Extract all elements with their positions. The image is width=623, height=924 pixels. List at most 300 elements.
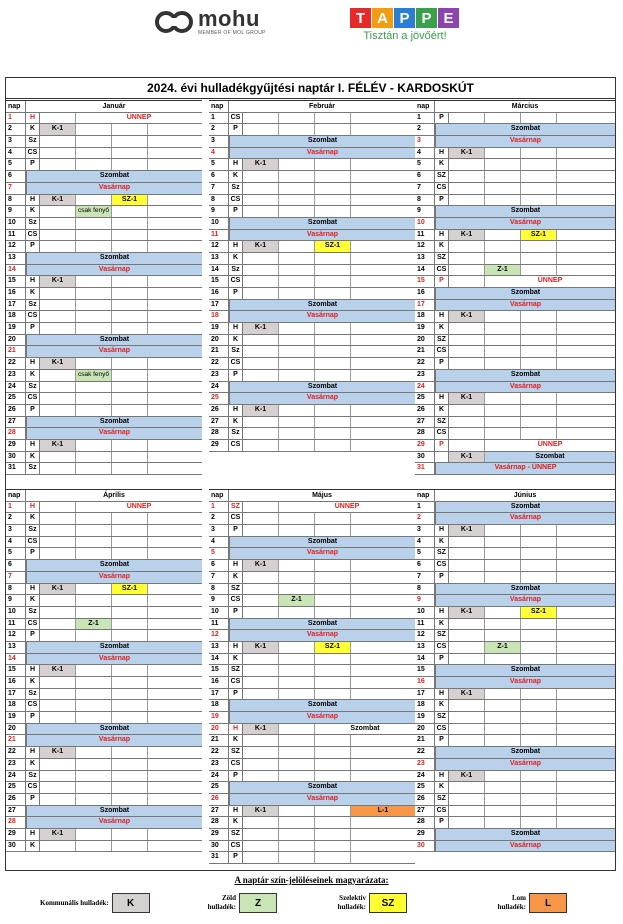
day-number: 3 bbox=[6, 525, 26, 536]
weekday: P bbox=[26, 630, 40, 641]
day-number: 9 bbox=[209, 206, 229, 217]
day-row bbox=[6, 311, 202, 323]
komm-cell: K-1 bbox=[449, 311, 485, 322]
day-row bbox=[209, 393, 415, 405]
empty-cell bbox=[351, 241, 415, 252]
empty-cell bbox=[315, 747, 351, 758]
weekday: H bbox=[435, 148, 449, 159]
day-cells bbox=[243, 642, 415, 653]
day-row bbox=[415, 382, 615, 394]
szelektiv-cell: SZ-1 bbox=[521, 607, 557, 618]
empty-cell bbox=[315, 124, 351, 135]
day-row bbox=[209, 382, 415, 394]
day-cells bbox=[243, 405, 415, 416]
empty-cell bbox=[76, 276, 112, 287]
day-cells bbox=[243, 747, 415, 758]
day-number: 9 bbox=[6, 595, 26, 606]
empty-cell bbox=[148, 218, 202, 229]
empty-cell bbox=[557, 689, 615, 700]
empty-cell bbox=[40, 619, 76, 630]
empty-cell bbox=[243, 513, 279, 524]
empty-cell bbox=[557, 712, 615, 723]
day-number: 8 bbox=[6, 195, 26, 206]
day-row bbox=[6, 148, 202, 160]
weekday: K bbox=[26, 370, 40, 381]
empty-cell bbox=[351, 595, 415, 606]
day-cells bbox=[449, 560, 615, 571]
empty-cell bbox=[485, 654, 521, 665]
weekday: H bbox=[26, 665, 40, 676]
weekday: K bbox=[229, 253, 243, 264]
day-cells bbox=[40, 630, 202, 641]
empty-cell bbox=[485, 183, 521, 194]
empty-cell bbox=[279, 253, 315, 264]
day-row bbox=[415, 572, 615, 584]
empty-cell bbox=[279, 323, 315, 334]
weekday: P bbox=[435, 358, 449, 369]
day-cells bbox=[449, 230, 615, 241]
day-number: 7 bbox=[415, 183, 435, 194]
day-number: 9 bbox=[415, 595, 435, 606]
empty-cell bbox=[279, 584, 315, 595]
day-cells bbox=[449, 113, 615, 124]
day-cells bbox=[40, 841, 202, 852]
day-cells bbox=[243, 735, 415, 746]
empty-cell bbox=[148, 607, 202, 618]
empty-cell bbox=[315, 572, 351, 583]
empty-cell bbox=[148, 393, 202, 404]
day-number: 20 bbox=[209, 335, 229, 346]
day-cells bbox=[40, 607, 202, 618]
empty-cell bbox=[243, 417, 279, 428]
day-cells bbox=[243, 689, 415, 700]
saturday-label: Szombat bbox=[26, 642, 202, 653]
day-number: 19 bbox=[6, 712, 26, 723]
empty-cell bbox=[279, 346, 315, 357]
empty-cell bbox=[351, 771, 415, 782]
day-number: 21 bbox=[6, 735, 26, 746]
empty-cell bbox=[521, 817, 557, 828]
day-row bbox=[209, 595, 415, 607]
empty-cell bbox=[315, 689, 351, 700]
empty-cell bbox=[521, 195, 557, 206]
empty-cell bbox=[557, 358, 615, 369]
day-number: 16 bbox=[209, 677, 229, 688]
empty-cell bbox=[557, 607, 615, 618]
empty-cell bbox=[279, 677, 315, 688]
day-row bbox=[6, 560, 202, 572]
day-cells bbox=[449, 619, 615, 630]
weekday: K bbox=[26, 841, 40, 852]
day-number: 2 bbox=[6, 513, 26, 524]
empty-cell bbox=[351, 265, 415, 276]
weekday: K bbox=[435, 782, 449, 793]
day-number: 16 bbox=[6, 288, 26, 299]
weekday: K bbox=[229, 171, 243, 182]
empty-cell bbox=[351, 607, 415, 618]
empty-cell bbox=[279, 665, 315, 676]
empty-cell bbox=[449, 724, 485, 735]
weekday: K bbox=[229, 572, 243, 583]
nap-header: nap bbox=[209, 101, 229, 112]
day-number: 26 bbox=[209, 405, 229, 416]
empty-cell bbox=[351, 417, 415, 428]
empty-cell bbox=[485, 159, 521, 170]
empty-cell bbox=[485, 806, 521, 817]
day-cells bbox=[243, 428, 415, 439]
weekday: P bbox=[26, 548, 40, 559]
day-number: 17 bbox=[209, 300, 229, 311]
empty-cell bbox=[279, 735, 315, 746]
day-row bbox=[209, 630, 415, 642]
day-row bbox=[415, 195, 615, 207]
empty-cell bbox=[557, 619, 615, 630]
empty-cell bbox=[112, 619, 148, 630]
day-number: 1 bbox=[209, 502, 229, 513]
empty-cell bbox=[148, 747, 202, 758]
empty-cell bbox=[148, 241, 202, 252]
day-number: 12 bbox=[209, 241, 229, 252]
day-number: 21 bbox=[415, 346, 435, 357]
empty-cell bbox=[40, 300, 76, 311]
saturday-label: Szombat bbox=[229, 619, 415, 630]
empty-cell bbox=[449, 560, 485, 571]
empty-cell bbox=[40, 525, 76, 536]
day-cells bbox=[243, 288, 415, 299]
empty-cell bbox=[557, 195, 615, 206]
empty-cell bbox=[76, 195, 112, 206]
weekday: H bbox=[435, 230, 449, 241]
empty-cell bbox=[351, 572, 415, 583]
empty-cell bbox=[243, 253, 279, 264]
empty-cell bbox=[485, 607, 521, 618]
day-cells bbox=[40, 513, 202, 524]
day-cells bbox=[40, 619, 202, 630]
empty-cell bbox=[557, 171, 615, 182]
sunday-label: Vasárnap bbox=[229, 548, 415, 559]
empty-cell bbox=[76, 677, 112, 688]
day-cells bbox=[243, 806, 415, 817]
empty-cell bbox=[315, 346, 351, 357]
day-row bbox=[209, 124, 415, 136]
sunday-label: Vasárnap bbox=[435, 841, 615, 852]
empty-cell bbox=[112, 136, 148, 147]
day-cells bbox=[40, 195, 202, 206]
empty-cell bbox=[112, 794, 148, 805]
day-number: 15 bbox=[209, 665, 229, 676]
day-number: 8 bbox=[415, 195, 435, 206]
day-number: 30 bbox=[6, 452, 26, 463]
day-number: 1 bbox=[415, 113, 435, 124]
empty-cell bbox=[351, 841, 415, 852]
empty-cell bbox=[557, 724, 615, 735]
weekday: P bbox=[229, 370, 243, 381]
weekday: P bbox=[26, 159, 40, 170]
day-row bbox=[209, 712, 415, 724]
empty-cell bbox=[557, 572, 615, 583]
empty-cell bbox=[351, 159, 415, 170]
weekday: K bbox=[26, 124, 40, 135]
empty-cell bbox=[76, 218, 112, 229]
day-number: 17 bbox=[6, 300, 26, 311]
day-number: 18 bbox=[209, 700, 229, 711]
day-number: 9 bbox=[6, 206, 26, 217]
saturday-label: Szombat bbox=[435, 829, 615, 840]
empty-cell bbox=[148, 689, 202, 700]
empty-cell bbox=[449, 700, 485, 711]
empty-cell bbox=[148, 288, 202, 299]
empty-cell bbox=[148, 712, 202, 723]
day-row bbox=[209, 183, 415, 195]
empty-cell bbox=[40, 782, 76, 793]
empty-cell bbox=[40, 382, 76, 393]
weekday: CS bbox=[435, 346, 449, 357]
weekday: H bbox=[435, 311, 449, 322]
day-cells bbox=[449, 183, 615, 194]
day-row bbox=[415, 206, 615, 218]
mohu-logo-icon bbox=[154, 8, 194, 36]
day-row bbox=[415, 440, 615, 452]
day-row bbox=[209, 195, 415, 207]
empty-cell bbox=[243, 265, 279, 276]
saturday-label: Szombat bbox=[435, 206, 615, 217]
legend-label: Kommunális hulladék: bbox=[40, 898, 109, 907]
empty-cell bbox=[485, 735, 521, 746]
empty-cell bbox=[40, 595, 76, 606]
empty-cell bbox=[112, 323, 148, 334]
day-number: 30 bbox=[415, 841, 435, 852]
empty-cell bbox=[76, 300, 112, 311]
empty-cell bbox=[485, 724, 521, 735]
empty-cell bbox=[557, 817, 615, 828]
empty-cell bbox=[351, 852, 415, 863]
day-number: 18 bbox=[209, 311, 229, 322]
empty-cell bbox=[485, 171, 521, 182]
day-cells bbox=[449, 358, 615, 369]
day-cells bbox=[449, 700, 615, 711]
day-number: 18 bbox=[415, 700, 435, 711]
empty-cell bbox=[315, 841, 351, 852]
empty-cell bbox=[76, 393, 112, 404]
tappe-letter: E bbox=[438, 8, 459, 28]
empty-cell bbox=[279, 159, 315, 170]
empty-cell bbox=[315, 288, 351, 299]
empty-cell bbox=[521, 417, 557, 428]
day-row bbox=[415, 817, 615, 829]
day-number: 28 bbox=[415, 428, 435, 439]
mohu-logo bbox=[154, 8, 266, 36]
empty-cell bbox=[112, 405, 148, 416]
sunday-label: Vasárnap bbox=[229, 230, 415, 241]
month-header bbox=[209, 101, 415, 113]
holiday-label: ÜNNEP bbox=[537, 440, 563, 448]
day-row bbox=[415, 452, 615, 464]
day-cells bbox=[243, 852, 415, 863]
weekday: P bbox=[229, 206, 243, 217]
empty-cell bbox=[521, 794, 557, 805]
day-row bbox=[6, 806, 202, 818]
empty-cell bbox=[112, 452, 148, 463]
day-row bbox=[6, 218, 202, 230]
sunday-label: Vasárnap bbox=[229, 311, 415, 322]
day-row bbox=[415, 560, 615, 572]
empty-cell bbox=[449, 323, 485, 334]
empty-cell bbox=[449, 735, 485, 746]
empty-cell bbox=[148, 463, 202, 474]
empty-cell bbox=[315, 607, 351, 618]
weekday: K bbox=[229, 417, 243, 428]
day-row bbox=[209, 230, 415, 242]
empty-cell bbox=[351, 759, 415, 770]
weekday: P bbox=[435, 817, 449, 828]
weekday: K bbox=[229, 654, 243, 665]
month-name: Január bbox=[102, 103, 126, 110]
szelektiv-cell: SZ-1 bbox=[112, 584, 148, 595]
day-number: 10 bbox=[415, 218, 435, 229]
empty-cell bbox=[315, 584, 351, 595]
day-row bbox=[6, 370, 202, 382]
day-number: 23 bbox=[415, 370, 435, 381]
empty-cell bbox=[449, 817, 485, 828]
day-row bbox=[6, 665, 202, 677]
day-number: 29 bbox=[6, 829, 26, 840]
day-number: 11 bbox=[209, 619, 229, 630]
komm-cell: K-1 bbox=[449, 452, 485, 463]
mohu-subtitle: MEMBER OF MOL GROUP bbox=[198, 30, 266, 36]
day-number: 30 bbox=[6, 841, 26, 852]
komm-cell: K-1 bbox=[40, 584, 76, 595]
empty-cell bbox=[557, 241, 615, 252]
zold-cell: Z-1 bbox=[279, 595, 315, 606]
holiday-label: ÜNNEP bbox=[126, 113, 152, 121]
day-number: 6 bbox=[415, 560, 435, 571]
day-cells bbox=[40, 759, 202, 770]
day-cells bbox=[449, 452, 615, 463]
day-number: 27 bbox=[415, 417, 435, 428]
weekday: H bbox=[435, 393, 449, 404]
day-number: 12 bbox=[6, 241, 26, 252]
empty-cell bbox=[521, 572, 557, 583]
day-row bbox=[209, 513, 415, 525]
empty-cell bbox=[76, 630, 112, 641]
empty-cell bbox=[112, 300, 148, 311]
day-cells bbox=[243, 124, 415, 135]
month-block bbox=[209, 100, 415, 452]
saturday-label: Szombat bbox=[229, 218, 415, 229]
day-cells bbox=[40, 502, 202, 513]
day-row bbox=[415, 159, 615, 171]
weekday: H bbox=[229, 405, 243, 416]
empty-cell bbox=[40, 630, 76, 641]
day-cells bbox=[243, 607, 415, 618]
day-row bbox=[209, 525, 415, 537]
day-number: 29 bbox=[209, 829, 229, 840]
weekday: CS bbox=[435, 560, 449, 571]
empty-cell bbox=[243, 206, 279, 217]
day-row bbox=[415, 463, 615, 475]
empty-cell bbox=[112, 276, 148, 287]
empty-cell bbox=[557, 311, 615, 322]
day-number: 27 bbox=[415, 806, 435, 817]
empty-cell bbox=[76, 584, 112, 595]
weekday: Sz bbox=[26, 136, 40, 147]
day-row bbox=[6, 572, 202, 584]
day-row bbox=[6, 771, 202, 783]
empty-cell bbox=[243, 195, 279, 206]
month-name: Február bbox=[308, 103, 336, 110]
day-number: 4 bbox=[209, 148, 229, 159]
empty-cell bbox=[351, 689, 415, 700]
empty-cell bbox=[449, 346, 485, 357]
day-cells bbox=[243, 206, 415, 217]
day-number: 21 bbox=[415, 735, 435, 746]
weekday: K bbox=[26, 759, 40, 770]
komm-cell: K-1 bbox=[40, 665, 76, 676]
day-cells bbox=[40, 300, 202, 311]
empty-cell bbox=[40, 113, 76, 124]
weekday: P bbox=[435, 440, 449, 451]
empty-cell bbox=[351, 677, 415, 688]
day-row bbox=[415, 358, 615, 370]
day-number: 28 bbox=[6, 817, 26, 828]
empty-cell bbox=[485, 148, 521, 159]
day-row bbox=[6, 502, 202, 514]
komm-cell: K-1 bbox=[449, 230, 485, 241]
day-number: 25 bbox=[209, 393, 229, 404]
weekday: K bbox=[229, 817, 243, 828]
day-cells bbox=[40, 782, 202, 793]
day-cells bbox=[243, 724, 415, 735]
weekday: K bbox=[26, 288, 40, 299]
day-row bbox=[415, 619, 615, 631]
empty-cell bbox=[485, 548, 521, 559]
empty-cell bbox=[148, 230, 202, 241]
weekday: Sz bbox=[26, 300, 40, 311]
day-row bbox=[209, 794, 415, 806]
day-row bbox=[209, 548, 415, 560]
empty-cell bbox=[243, 829, 279, 840]
empty-cell bbox=[449, 712, 485, 723]
empty-cell bbox=[148, 794, 202, 805]
empty-cell bbox=[351, 642, 415, 653]
empty-cell bbox=[76, 382, 112, 393]
komm-cell: K-1 bbox=[40, 747, 76, 758]
saturday-label: Szombat bbox=[229, 136, 415, 147]
empty-cell bbox=[557, 417, 615, 428]
day-row bbox=[6, 595, 202, 607]
weekday: SZ bbox=[229, 584, 243, 595]
day-row bbox=[209, 817, 415, 829]
empty-cell bbox=[112, 513, 148, 524]
day-cells bbox=[243, 113, 415, 124]
weekday: Sz bbox=[26, 382, 40, 393]
day-number: 28 bbox=[209, 428, 229, 439]
day-row bbox=[415, 607, 615, 619]
weekday: CS bbox=[435, 428, 449, 439]
day-cells bbox=[449, 817, 615, 828]
day-cells bbox=[243, 560, 415, 571]
weekday: H bbox=[229, 241, 243, 252]
day-number: 20 bbox=[6, 335, 26, 346]
empty-cell bbox=[351, 183, 415, 194]
day-row bbox=[6, 159, 202, 171]
day-row bbox=[415, 124, 615, 136]
day-row bbox=[209, 218, 415, 230]
day-row bbox=[415, 584, 615, 596]
day-cells bbox=[40, 595, 202, 606]
empty-cell bbox=[76, 782, 112, 793]
day-row bbox=[415, 276, 615, 288]
